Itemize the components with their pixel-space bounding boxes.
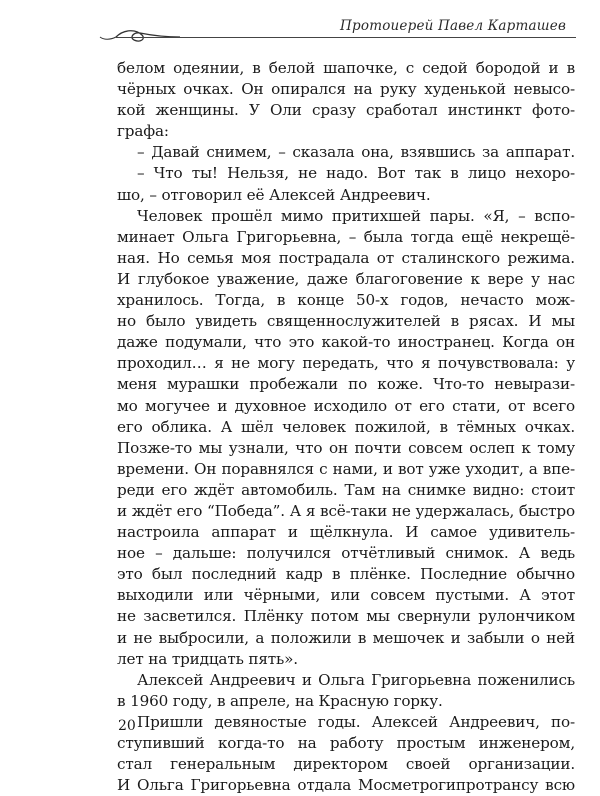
text-line: хранилось. Тогда, в конце 50-х годов, нечасто мож- (117, 291, 575, 310)
text-line: графа: (117, 122, 169, 141)
page-number: 20 (118, 718, 136, 734)
text-line: белом одеянии, в белой шапочке, с седой бородой и в (117, 59, 575, 77)
header-rule (116, 37, 576, 38)
text-line: мо могучее и духовное исходило от его стати, от всего (117, 396, 575, 415)
text-line: настроила аппарат и щёлкнула. И самое удивитель- (117, 523, 575, 542)
text-line: И Ольга Григорьевна отдала Мосметрогипротрансу всю (117, 776, 575, 795)
text-line: меня мурашки пробежали по коже. Что-то невырази- (117, 375, 575, 394)
text-line: минает Ольга Григорьевна, – была тогда ещё некрещё- (117, 227, 575, 246)
text-line: реди его ждёт автомобиль. Там на снимке видно: стоит (117, 480, 575, 499)
text-line: времени. Он поравнялся с нами, и вот уже уходит, а впе- (117, 459, 575, 478)
text-line: его облика. А шёл человек пожилой, в тёмных очках. (117, 417, 575, 436)
text-line: – Что ты! Нельзя, не надо. Вот так в лицо нехоро- (137, 164, 575, 183)
text-line: но было увидеть священнослужителей в рясах. И мы (117, 312, 575, 331)
text-line: даже подумали, что это какой-то иностранец. Когда он (117, 333, 575, 352)
text-line: Алексей Андреевич и Ольга Григорьевна поженились (137, 670, 575, 689)
text-line: – Давай снимем, – сказала она, взявшись за аппарат. (137, 143, 575, 162)
text-line: это был последний кадр в плёнке. Последние обычно (117, 565, 575, 584)
text-line: не засветился. Плёнку потом мы свернули рулончиком (117, 607, 575, 626)
text-line: чёрных очках. Он опирался на руку худенькой невысо- (117, 80, 575, 99)
text-line: ступивший когда-то на работу простым инженером, (117, 734, 575, 752)
text-line: кой женщины. У Оли сразу сработал инстинкт фото- (117, 101, 575, 120)
text-line: и не выбросили, а положили в мешочек и забыли о ней (117, 628, 575, 647)
text-line: выходили или чёрными, или совсем пустыми. А этот (117, 586, 575, 605)
text-line: Пришли девяностые годы. Алексей Андреевич, по- (137, 712, 575, 731)
flourish-ornament-icon (96, 25, 180, 47)
text-line: проходил… я не могу передать, что я почувствовала: у (117, 354, 575, 373)
text-line: стал генеральным директором своей организации. (117, 755, 575, 774)
text-line: Человек прошёл мимо притихшей пары. «Я, – вспо- (137, 206, 575, 225)
text-line: ная. Но семья моя пострадала от сталинского режима. (117, 248, 575, 267)
text-line: в 1960 году, в апреле, на Красную горку. (117, 691, 443, 710)
text-line: и ждёт его “Победа”. А я всё-таки не удержалась, быстро (117, 501, 575, 520)
text-line: Позже-то мы узнали, что он почти совсем ослеп к тому (117, 438, 575, 457)
text-line: лет на тридцать пять». (117, 649, 298, 668)
running-head-title: Протоиерей Павел Карташев (340, 18, 566, 34)
text-line: ное – дальше: получился отчётливый снимок. А ведь (117, 544, 575, 563)
body-text (117, 58, 575, 796)
text-line: шо, – отговорил её Алексей Андреевич. (117, 185, 431, 204)
text-line: И глубокое уважение, даже благоговение к вере у нас (117, 269, 575, 288)
